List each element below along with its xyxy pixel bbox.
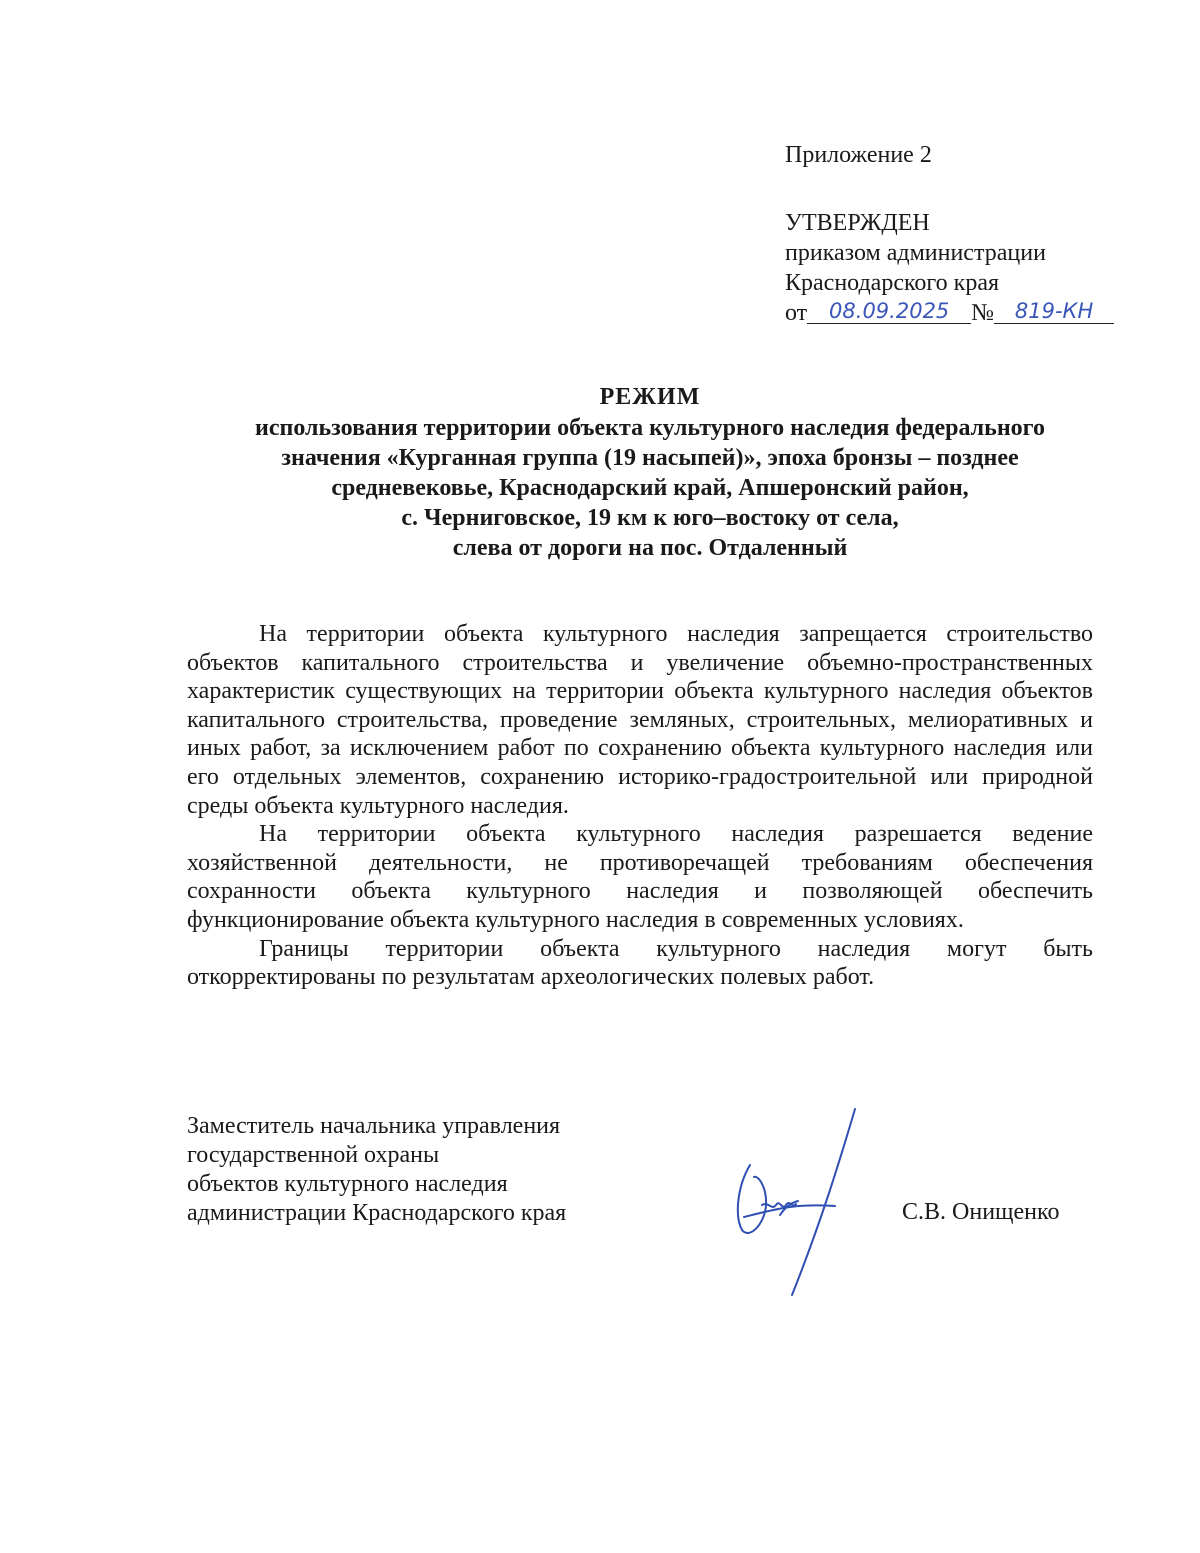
number-prefix: № bbox=[971, 300, 995, 326]
handwritten-date: 08.09.2025 bbox=[807, 299, 971, 324]
title-line: значения «Курганная группа (19 насыпей)», эпоха бронзы – позднее bbox=[281, 445, 1019, 471]
order-date-number bbox=[785, 298, 1145, 328]
order-label: приказом администрации bbox=[785, 240, 1046, 266]
title-main: РЕЖИМ bbox=[599, 384, 701, 410]
from-prefix: от bbox=[785, 300, 808, 326]
appendix-label: Приложение 2 bbox=[785, 142, 932, 168]
title-line: слева от дороги на пос. Отдаленный bbox=[452, 535, 848, 561]
body-paragraph: На территории объекта культурного наследия разрешается ведение хозяйственной деятельности, не противоречащей требованиям обеспечения сохранности объекта культурного наследия и позволяющей обеспечить функционирование объекта культурного наследия в современных условиях. bbox=[187, 821, 1093, 933]
title-line: с. Черниговское, 19 км к юго–востоку от села, bbox=[401, 505, 899, 531]
body-paragraph: На территории объекта культурного наследия запрещается строительство объектов капитального строительства и увеличение объемно-пространственных характеристик существующих на территории объекта культурного наследия объектов капитального строительства, проведение земляных, строительных, мелиоративных и иных работ, за исключением работ по сохранению объекта культурного наследия или его отдельных элементов, сохранению историко-градостроительной или природной среды объекта культурного наследия. bbox=[187, 621, 1093, 819]
title-line: средневековье, Краснодарский край, Апшеронский район, bbox=[331, 475, 969, 501]
title-line: использования территории объекта культурного наследия федерального bbox=[255, 415, 1045, 441]
signatory-name: С.В. Онищенко bbox=[902, 1199, 1060, 1225]
position-line: объектов культурного наследия bbox=[187, 1171, 508, 1197]
position-line: Заместитель начальника управления bbox=[187, 1113, 561, 1139]
document-body bbox=[187, 620, 1093, 992]
approval-stamp bbox=[785, 140, 1145, 328]
document-title bbox=[150, 382, 1150, 563]
body-paragraph: Границы территории объекта культурного наследия могут быть откорректированы по результатам археологических полевых работ. bbox=[187, 935, 1093, 991]
approved-label: УТВЕРЖДЕН bbox=[785, 210, 930, 236]
region-label: Краснодарского края bbox=[785, 270, 1000, 296]
position-line: государственной охраны bbox=[187, 1142, 440, 1168]
position-line: администрации Краснодарского края bbox=[187, 1200, 567, 1226]
handwritten-signature bbox=[720, 1105, 880, 1300]
handwritten-number: 819-КН bbox=[994, 299, 1114, 324]
signatory-position bbox=[187, 1112, 667, 1228]
